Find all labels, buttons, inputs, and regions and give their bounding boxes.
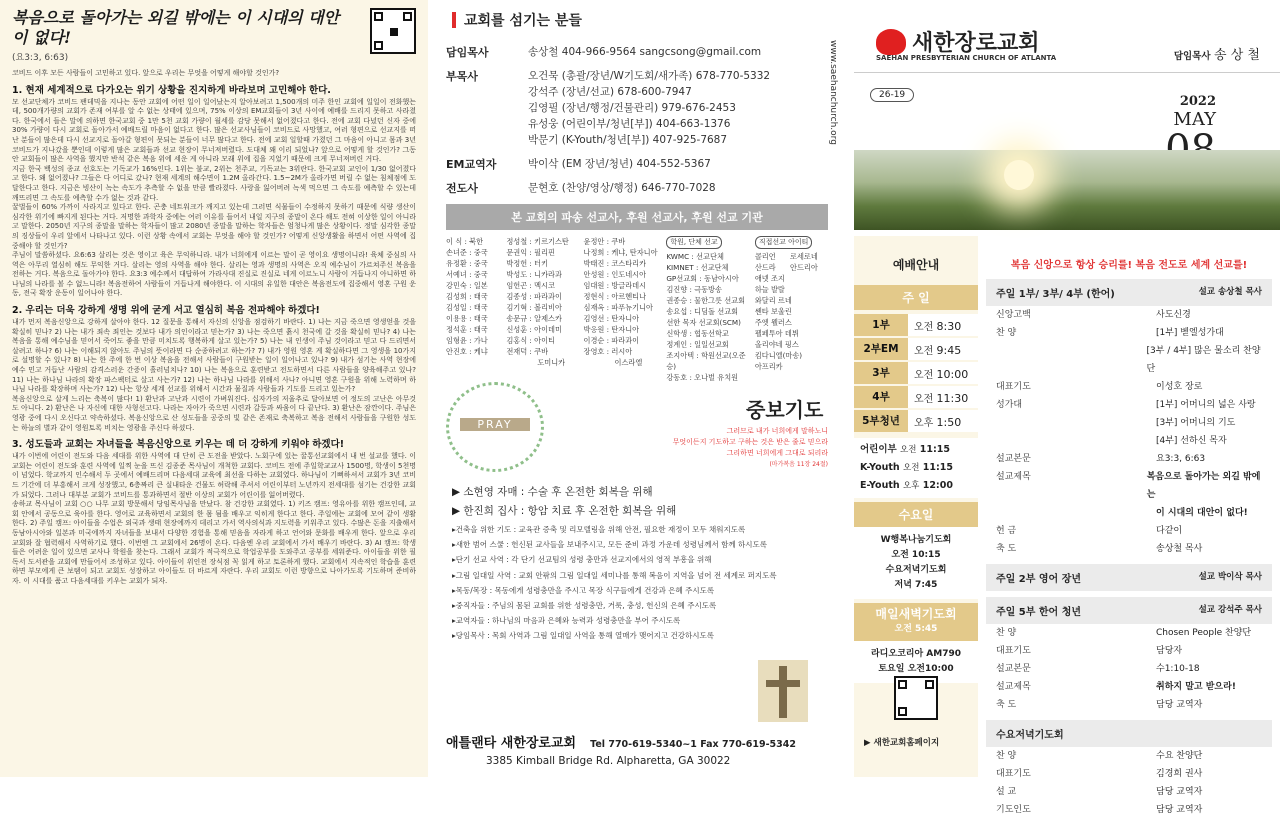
missions-col — [506, 236, 579, 376]
order-row — [986, 801, 1272, 819]
missionary-entry: 아프리카 — [754, 362, 783, 371]
youth-service-time: 11:15 — [919, 444, 951, 455]
missionary-entry: 신학생 : 협동선학교 — [666, 329, 729, 338]
footer-church: 애틀랜타 새한장로교회 — [446, 736, 577, 751]
order-label: 성가대 — [996, 400, 1023, 410]
missionary-entry: 정계인 : 일일선교회 — [666, 340, 729, 349]
order-value: 이 시대의 대안이 없다! — [1156, 508, 1248, 518]
order-label: 대표기도 — [996, 646, 1031, 656]
pastor-line: 담임목사 송 상 철 — [1173, 48, 1260, 63]
youth-service-row — [854, 459, 978, 477]
issue-badge: 26-19 — [870, 88, 914, 102]
missionary-entry: 송문규 : 알제스카 — [506, 314, 562, 323]
staff-name: 김영필 (장년/행정/건물관리) 979-676-2453 — [528, 102, 736, 114]
sermon-heading-1: 1. 현재 세계적으로 다가오는 위기 상황을 진지하게 바라보며 고민해야 한다. — [12, 84, 331, 96]
service-name: 4부 — [854, 386, 908, 408]
service-ampm: 오전 — [914, 345, 934, 357]
sermon-paragraph: 지금 한국 백성의 종교 선호도는 기독교가 16%인다. 1위는 불교, 2위는 천주교, 기독교는 3위란다. 한국교회 교인이 1/30 없어졌다고 한다. 왜 없어졌나? 그들은 다 어디로 갔나? 현재 세계의 해수면이 1.2M 올라간다. 1.5~2M가 올라가면 버릴 수 없는 침체점에 도달한다고 한다. 지금은 빙산이 녹는 속도가 추측할 수 없을 만큼 빨라졌다. 사랑을 잃어버려 녹색 먹으면 그 속도를 예측할 수 있는데 깨뜨리면 그 속도를 예측할 수가 없는 것과 같다. — [12, 164, 416, 202]
pray-label: PRAY — [460, 418, 530, 431]
order-value: 사도신경 — [1156, 310, 1191, 320]
wednesday-services: W행복나눔기도회 오전 10:15 수요저녁기도회 저녁 7:45 — [854, 527, 978, 599]
missionary-entry: 권종승 : 물한그릇 선교회 — [666, 296, 746, 305]
missionary-entry: 하늘 발랄 — [754, 285, 785, 294]
missionary-entry: 유정환 : 중국 — [446, 259, 488, 268]
order-row — [986, 540, 1272, 558]
missionary-entry: 정성철 : 키르기스탄 — [506, 237, 569, 246]
heart-logo-icon — [876, 29, 906, 55]
prayer-request: ▶ 소현영 자매 : 수술 후 온전한 회복을 위해 — [452, 486, 653, 498]
missionary-entry: 정현식 : 아르헨티나 — [583, 292, 647, 301]
prayer-bullets — [446, 522, 828, 644]
staff-names — [528, 68, 770, 148]
staff-name: 송상철 404-966-9564 sangcsong@gmail.com — [528, 46, 762, 58]
order-label: 찬 양 — [996, 328, 1017, 338]
footer — [446, 732, 830, 767]
sermon-title: 복음으로 돌아가는 외길 밖에는 이 시대의 대안이 없다! — [12, 8, 340, 47]
service-clock: 8:30 — [936, 319, 962, 333]
missionary-entry: 이용용 : 태국 — [446, 314, 488, 323]
missionary-entry: 문권익 : 필리핀 — [506, 248, 555, 257]
service-name: 5부청년 — [854, 410, 908, 432]
prayer-request: ▶ 한진희 집사 : 항암 치료 후 온전한 회복을 위해 — [452, 505, 677, 517]
sermon-paragraph: 내가 이번에 어린이 전도와 다음 세대를 위한 사역에 대 단히 큰 도전을 받았다. 노회구에 있는 꿀통선교회에서 내 번 설교를 했다. 이 교회는 어린이 전도와 훈련 사역에 일찍 눈을 뜨신 김종준 목사님이 개척한 교회다. 코비드 전에 주일학교교사 1500명, 학생이 5천명이 넘었다. 학교까지 인수해서 두 곳에서 예배드리며 다음세대 교육에 최선을 다하는 교회였다. 하나님이 기뻐하셔서 교회가 3년 코비드 기간에 더 부흥해서 크게 성장했고, 6층짜리 큰 실내타운 건물도 허락해 주셔서 어린이부터 노년까지 전세대를 섬기는 건강한 교회가 되었다. 그러나 대부분 교회가 코비드를 통과하면서 절반 이상의 교회가 어린이를 잃어버렸다. — [12, 452, 416, 499]
missionary-entry: 장영호 : 러시아 — [583, 347, 633, 356]
missionary-entry: 올리야네 핑스 — [754, 340, 799, 349]
worship-title: 예배안내 — [892, 258, 940, 272]
missionary-entry: 킴다니엘(마송) — [754, 351, 803, 360]
order-label: 신앙고백 — [996, 310, 1031, 320]
order-row — [986, 642, 1272, 660]
missionary-entry: 전재덕 : 쿠바 — [506, 347, 549, 356]
order-label: 축 도 — [996, 700, 1017, 710]
prayer-item: ▸중직자들 : 주님의 몸된 교회를 위한 성령충만, 거룩, 충성, 헌신의 은혜 주시도록 — [452, 601, 717, 611]
church-motto: 복음 신앙으로 항상 승리를! 복음 전도로 세계 선교를! — [1010, 260, 1248, 271]
sermon-heading-3: 3. 성도들과 교회는 자녀들을 복음신앙으로 키우는 데 더 강하게 키워야 하겠다! — [12, 439, 345, 451]
staff-row — [446, 156, 828, 172]
missions-col — [446, 236, 502, 376]
youth-service-name: 어린이부 — [860, 444, 897, 455]
missionary-entry: 김영선 : 탄자니아 — [583, 314, 640, 323]
missionary-entry: 김종성 : 파라과이 — [506, 292, 562, 301]
staff-row — [446, 44, 828, 60]
prayer-item: ▸건축을 위한 기도 : 교육관 증축 및 리모델링을 위해 안전, 필요한 재정이 모두 채워지도록 — [452, 525, 746, 534]
service-row — [854, 386, 978, 410]
service-clock: 1:50 — [936, 415, 962, 429]
order-header — [986, 279, 1272, 306]
youth-services — [854, 438, 978, 498]
order-value: 김경희 권사 — [1156, 769, 1203, 779]
missionary-entry: 박성도 : 니카라과 — [506, 270, 562, 279]
order-label: 설교본문 — [996, 664, 1031, 674]
youth-service-ampm: 오전 — [900, 445, 917, 455]
worship-schedule — [854, 236, 978, 777]
order-value: 수1:10-18 — [1156, 664, 1200, 674]
service-clock: 10:00 — [936, 367, 969, 381]
order-value: [4부] 선하신 목자 — [1156, 436, 1227, 446]
order-title: 주일 5부 한어 청년 — [996, 607, 1082, 618]
order-row — [986, 747, 1272, 765]
prayer-item: ▸단기 선교 사역 : 각 단기 선교팀의 성령 충만과 선교지에서의 영적 부흥을 위해 — [452, 555, 712, 565]
service-time — [908, 366, 968, 381]
order-value: 이성호 장로 — [1156, 382, 1203, 392]
church-logo: 새한장로교회 — [876, 26, 1040, 57]
missionary-entry: 선한 목자 선교회(SCM) — [666, 318, 741, 327]
order-row — [986, 468, 1272, 504]
service-time — [908, 318, 961, 333]
missions-col-head: 학원, 단체 선교 — [666, 236, 721, 249]
staff-row — [446, 68, 828, 148]
order-value: [1부] 어머니의 넓은 사랑 — [1156, 400, 1256, 410]
service-row — [854, 410, 978, 434]
staff-names — [528, 44, 761, 60]
missions-banner: 본 교회의 파송 선교사, 후원 선교사, 후원 선교 기관 — [446, 204, 828, 230]
missionary-entry: 김기혁 : 볼리비아 — [506, 303, 562, 312]
order-label: 대표기도 — [996, 769, 1031, 779]
sermon-paragraph: 송하교 목사님이 교회 ○○ 나무 교회 방문해서 당임목사님을 만났다. 참 건강한 교회였다. 1) 키즈 캠프: 영유아를 위한 캠프인데, 교회 안에서 공동으로 육아를 한다. 영어로 교육하면서 교회의 한 몸 됨을 배우고 익히게 한다고 한다. 주일에는 교회에 모여 같이 생활한다. 2) 주일 캠프: 아이들을 수업은 외국과 생태 현장에까지 데리고 가서 역사의식과 지도력을 키워주고 있다. 수많은 돈을 지출해서 동남아시아와 일본과 미국에까지 자녀들을 보내서 다양한 경험을 통해 믿음을 자라게 하고 언어와 문화를 배우게 한다. 앞으로 우리 교회와 잘 협력해서 사역하기로 했다. 이번엔 그 교회에서 26명이 온다. 다음엔 우리 교회에서 가서 배우기 바란다. 3) AI 캠프: 학생들은 어려운 일이 있으면 교사나 학원을 찾는다. 그래서 교회가 적극적으로 학업공부를 도와주고 공부를 세워준다. 아이들을 위한 필독서 도서관을 교회에 만들어서 조성하고 있다. 아이들이 위인전 장식점 꼭 읽게 하고 토론하게 했다. 교회에서 지속적인 학습을 훈련하면 부모에게 큰 보탬이 되고 교회도 성장하고 아이들도 더 바르게 자란다. 우리 교회도 이런 방향으로 나아가도록 기도하며 준비하자. 이 시대를 품고 다음세대를 키우는 교회가 되자. — [12, 500, 416, 585]
service-clock: 9:45 — [936, 343, 962, 357]
missionary-entry: 김성희 : 태국 — [446, 292, 488, 301]
order-value: [1부] 벧엘성가대 — [1156, 328, 1224, 338]
service-time — [908, 342, 961, 357]
youth-service-ampm: 오전 — [903, 463, 920, 473]
missionary-entry: 임형윤 : 가나 — [446, 336, 488, 345]
missionary-entry: 펠페투아 데뷔 — [754, 329, 799, 338]
order-header — [986, 564, 1272, 591]
order-label: 대표기도 — [996, 382, 1031, 392]
service-ampm: 오전 — [914, 321, 934, 333]
order-row — [986, 696, 1272, 714]
youth-service-row — [854, 477, 978, 495]
order-value: 담당 교역자 — [1156, 805, 1203, 815]
order-preacher: 설교 박이삭 목사 — [1198, 572, 1262, 582]
radio-info: 라디오코리아 AM790 토요일 오전10:00 — [854, 641, 978, 683]
missionary-entry: 서예녀 : 중국 — [446, 270, 488, 279]
missionary-entry: KIMNET : 선교단체 — [666, 263, 729, 272]
order-value: 다같이 — [1156, 526, 1183, 536]
order-row — [986, 783, 1272, 801]
sermon-paragraph: 꿀벌들이 60% 가까이 사라지고 있다고 한다. 곤충 네트워크가 깨지고 있는데 그러면 식물들이 수정하지 못하기 때문에 식량 생산이 심각한 위기에 빠지게 된다는 거다. 저명한 과학자 중에는 여러 이유를 들어서 내일 지구의 종말이 온다 해도 전혀 이상한 일이 아니라고 말한다. 2050년 지구의 종말을 말하는 학자들이 많고 2080년 종말을 말하는 학자들은 엄청나게 많은 상황이다. 정말 심각한 종말의 징상들이 우리 앞에서 나타나고 있다. 이런 상황 속에서 교회는 무엇을 해야 할 것인가? 어떻게 신앙생활을 하면서 어떤 사역에 집중해야 할 것인가? — [12, 203, 416, 250]
order-title: 주일 1부/ 3부/ 4부 (한어) — [996, 289, 1115, 300]
service-name: 3부 — [854, 362, 908, 384]
order-row — [986, 396, 1272, 414]
prayer-item: ▸교역자들 : 하나님의 마음과 은혜와 능력과 성령충만을 부어 주시도록 — [452, 616, 681, 626]
order-value: 수요 찬양단 — [1156, 751, 1203, 761]
order-row — [986, 522, 1272, 540]
service-row — [854, 338, 978, 362]
missionary-entry: 애넷 조지 — [754, 274, 785, 283]
homepage-link[interactable]: ▶ 새한교회홈페이지 — [864, 738, 940, 748]
sermon-panel — [0, 0, 428, 777]
footer-address: 3385 Kimball Bridge Rd. Alpharetta, GA 30022 — [486, 755, 731, 767]
missionary-entry: 콜리언 로세로네 — [754, 252, 818, 261]
missionary-entry: 이 식 : 북한 — [446, 237, 484, 246]
order-value: [3부] 어머니의 기도 — [1156, 418, 1236, 428]
youth-service-time: 11:15 — [922, 462, 953, 473]
staff-name: 강석주 (장년/선교) 678-600-7947 — [528, 86, 692, 98]
youth-service-name: K-Youth — [860, 462, 900, 473]
date-block: 2022 MAY — [1173, 94, 1216, 130]
order-header — [986, 597, 1272, 624]
youth-service-time: 12:00 — [922, 480, 953, 491]
staff-role: 전도사 — [446, 182, 478, 195]
red-bar-icon — [452, 12, 456, 28]
missionary-entry: 도미니카 — [506, 358, 566, 367]
service-clock: 11:30 — [936, 391, 969, 405]
sermon-heading-2: 2. 우리는 더욱 강하게 생명 위에 굳게 서고 열심히 복음 전파해야 하겠다! — [12, 305, 320, 317]
order-label: 찬 양 — [996, 628, 1017, 638]
missionary-entry: 와달리 르네 — [754, 296, 792, 305]
order-header — [986, 720, 1272, 747]
service-row — [854, 362, 978, 386]
missions-col — [666, 236, 750, 382]
prayer-header — [446, 382, 828, 480]
prayer-item: ▸새한 범어 스쿨 : 헌신된 교사들을 보내주시고, 모든 준비 과정 가운데 성령님께서 함께 하시도록 — [452, 540, 767, 550]
order-label: 설교제목 — [996, 682, 1031, 692]
cross-icon — [758, 660, 808, 722]
staff-name: 유성웅 (어린이부/청년[부]) 404-663-1376 — [528, 118, 731, 130]
youth-service-row — [854, 441, 978, 459]
order-title: 수요저녁기도회 — [996, 730, 1064, 741]
missionary-entry: 신성훈 : 아이데미 — [506, 325, 562, 334]
staff-list — [446, 44, 828, 196]
missionary-entry: 강민숙 : 일본 — [446, 281, 488, 290]
order-value: 취하지 말고 받으라! — [1156, 682, 1236, 692]
sunday-head: 주 일 — [854, 285, 978, 310]
staff-name: 오건묵 (총괄/장년/W기도회/새가족) 678-770-5332 — [528, 70, 771, 82]
cover-panel — [846, 0, 1280, 815]
missionary-entry: 임대원 : 방글라데시 — [583, 281, 647, 290]
order-value: 요3:3, 6:63 — [1156, 454, 1206, 464]
qr-code-icon — [370, 8, 416, 54]
order-row — [986, 504, 1272, 522]
order-row — [986, 660, 1272, 678]
footer-phone: Tel 770-619-5340~1 Fax 770-619-5342 — [590, 739, 796, 750]
order-label: 헌 금 — [996, 526, 1017, 536]
order-row — [986, 624, 1272, 642]
missionary-entry: 김진향 : 극동방송 — [666, 285, 722, 294]
order-value: 담당자 — [1156, 646, 1183, 656]
order-label: 기도인도 — [996, 805, 1031, 815]
service-row — [854, 314, 978, 338]
order-of-worship — [986, 256, 1272, 819]
order-label: 설교본문 — [996, 454, 1031, 464]
missionary-entry: 쎈타 보울린 — [754, 307, 792, 316]
service-ampm: 오전 — [914, 369, 934, 381]
website-vertical: www.saehanchurch.org — [828, 40, 838, 145]
order-row — [986, 306, 1272, 324]
sermon-paragraph: 내가 먼저 복음신앙으로 강하게 살아야 한다. 12 질문을 통해서 자신의 신앙을 점검하기 바란다. 1) 나는 지금 죽으면 영생얻을 것을 확실히 믿나? 2) 나는 내가 죄속 죄인는 것보다 내가 의인이라고 믿는가? 3) 나는 죽으면 흙시 천국에 갈 것을 확실히 믿나? 4) 나는 복음을 통해 예수님을 믿어서 죽어도 좋을 만큼 미치도록 행복하게 살고 있는가? 5) 나는 내 인생이 주님 것이라고 믿고 다 드리면서 살려고 하나? 6) 나는 이해되지 않아도 주님의 뜻이라면 다 순종하려고 하는가? 7) 내가 영원 영혼 게 확실하다면 그 영생을 10가지로 설명할 수 있나? 8) 나는 한 주에 한 번 이상 복음을 전해서 사람들이 구원받는 일이 일어나고 있나? 9) 내가 섬기는 사역 현장에 예수 민고 거듭난 사람의 감격스러운 간증이 흘러넘치나? 10) 나는 복음으로 훈련받고 전도하면서 다른 사람들을 양육해주고 있나? 11) 나는 하나님 나라의 확장 파스팩터로 살고 사는가? 12) 나는 하나님 나라를 위해서 사나? 아니면 영혼 구원을 위해 노력하며 하나님 나라를 확장하며 사는가? 12) 나는 항상 세계 선교를 위해서 시간과 물질과 사람들과 기도를 드리고 있는가? — [12, 318, 416, 394]
order-value: 송상철 목사 — [1156, 544, 1203, 554]
sermon-paragraph: 복음신앙으로 살게 느리는 축복이 많다! 1) 환난과 고난과 시련이 가벼워진다. 십자가의 저울추로 달아보면 어 정도의 고난은 아무것도 아니다. 2) 환난은 나 자신에 대한 사형선고다. 나라는 자아가 죽으면 시련과 갈등과 싸움이 다 끝난다. 3) 환난은 잠깐이다. 주님은 영광 중에 다시 오신다고 약속하셨다. 복음신앙으로 산 성도들을 공중의 빛 같은 존재로 축복하고 복음 전해서 사람들을 구원한 성도는 하늘의 별과 같이 영원토록 비치는 영광을 주신다 하셨다. — [12, 394, 416, 432]
staff-name: 박문기 (K-Youth/청년[부]) 407-925-7687 — [528, 134, 728, 146]
missionary-entry: 조지아텍 : 학원선교(오준승) — [666, 351, 746, 371]
missionary-entry: 이경순 : 파라과이 — [583, 336, 640, 345]
staff-role: 부목사 — [446, 70, 478, 83]
order-value: 담당 교역자 — [1156, 700, 1203, 710]
sunday-services — [854, 314, 978, 434]
missionary-entry: 주엣 웰러스 — [754, 318, 792, 327]
order-row — [986, 450, 1272, 468]
order-label: 설교제목 — [996, 472, 1031, 482]
staff-names — [528, 156, 711, 172]
sermon-intro: 코비드 이후 모든 사람들이 고민하고 있다. 앞으로 우리는 무엇을 어떻게 해야할 것인가? — [12, 69, 280, 77]
service-name: 1부 — [854, 314, 908, 336]
order-label — [996, 432, 1156, 450]
order-value: 담당 교역자 — [1156, 787, 1203, 797]
order-preacher: 설교 송상철 목사 — [1198, 287, 1262, 297]
missionary-entry: GP선교회 : 동남아시아 — [666, 274, 739, 283]
staff-role: 담임목사 — [446, 46, 489, 59]
order-row — [986, 432, 1272, 450]
order-label — [996, 342, 1147, 378]
service-ampm: 오전 — [914, 393, 934, 405]
order-label: 축 도 — [996, 544, 1017, 554]
service-name: 2부EM — [854, 338, 908, 360]
staff-name: 박이삭 (EM 장년/청년) 404-552-5367 — [528, 158, 711, 170]
missionary-entry: 김성일 : 태국 — [446, 303, 488, 312]
sermon-paragraph: 모 선교단체가 코비드 팬데믹을 지나는 동안 교회에 어떤 일이 일어났는지 알아보려고 1,500개의 미주 한인 교회에 일일이 전화했는데, 500개가량의 교회가 존재 여부를 알 수 없는 상태에 있으며, 75% 이상의 EM교회들이 3년 사이에 예배를 드리지 못하고 사라졌다. 한국에서 들은 말에 의하면 한국교회 중 1만 5천 교회 가량이 월세를 감당 못해서 없어졌다고 한다. 전에 교회 다녔던 신자 중에 30% 가량이 다시 교회로 돌아가서 예배드릴 마음이 없다고 한다. 많은 선교사님들이 코비드로 사망했고, 여러 형편으로 선교지를 떠난 분들이 많은데 다시 선교지로 돌아갈 형편이 못되는 분들이 너무 많다고 한다. 전에 교회 일할때 가졌던 그 마음이 아니고 몸과 3년 코비드가 지나갔을 뿐인데 이렇게 많은 교회들과 선교 현장이 무너져버렸다. 도대체 왜 이리 되었나? 앞으로 어떻게 할 것인가? 그동안 교회들이 많은 사역을 했지만 반석 같은 복음 위에 세운 게 아니라 모래 위에 집을 지었기 때문에 크게 무너져버린 거다. — [12, 97, 416, 164]
order-label — [996, 504, 1156, 522]
order-row — [986, 378, 1272, 396]
service-time — [908, 390, 968, 405]
order-row — [986, 678, 1272, 696]
prayer-title: 중보기도 — [746, 398, 824, 422]
order-value: [3부 / 4부] 많은 물소리 찬양단 — [1146, 346, 1261, 374]
missionary-entry: 나정희 : 케냐, 탄자니아 — [583, 248, 658, 257]
wednesday-head: 수요일 — [854, 502, 978, 527]
staff-row — [446, 180, 828, 196]
missionary-entry: 박응원 : 탄자니아 — [583, 325, 640, 334]
order-row — [986, 414, 1272, 432]
youth-service-name: E-Youth — [860, 480, 900, 491]
missionary-entry: 김홍식 : 아이티 — [506, 336, 555, 345]
homepage-qr-icon[interactable] — [894, 676, 938, 720]
missionary-entry: 안성원 : 인도네시아 — [583, 270, 647, 279]
missions-col — [584, 236, 663, 376]
dawn-head: 매일새벽기도회 오전 5:45 — [854, 603, 978, 641]
youth-service-ampm: 오후 — [902, 481, 920, 491]
staff-role: EM교역자 — [446, 158, 497, 171]
missionary-entry: 심재옥 : 파푸뉴기니아 — [583, 303, 653, 312]
order-value: 복음으로 돌아가는 외길 밖에는 — [1146, 472, 1261, 500]
prayer-verse: 그러므로 내가 너희에게 말하노니 무엇이든지 기도하고 구하는 것은 받은 줄로 믿으라 그리하면 너희에게 그대로 되리라 (마가복음 11장 24절) — [672, 427, 828, 468]
order-row — [986, 765, 1272, 783]
staff-name: 문현호 (찬양/영상/행정) 646-770-7028 — [528, 182, 716, 194]
staff-names — [528, 180, 716, 196]
prayer-item: ▸목동/목장 : 목동에게 성령충만을 주시고 목장 식구들에게 건강과 은혜 주시도록 — [452, 585, 715, 595]
missionary-entry: 박정헌 : 터키 — [506, 259, 549, 268]
order-title: 주일 2부 영어 장년 — [996, 574, 1082, 585]
order-value: Chosen People 찬양단 — [1156, 628, 1252, 638]
sermon-reference: (요3:3, 6:63) — [12, 53, 69, 63]
missionary-entry: 임헌곤 : 멕시코 — [506, 281, 555, 290]
order-label: 찬 양 — [996, 751, 1017, 761]
missionary-entry: KWMC : 선교단체 — [666, 252, 724, 261]
landscape-image — [854, 150, 1280, 230]
info-panel — [428, 0, 846, 777]
missionary-entry: 이스라엘 — [583, 358, 643, 367]
missions-col-head: 직접선교 아이티 — [755, 236, 813, 249]
sermon-paragraph: 주님이 말씀하셨다. 요6:63 살리는 것은 영이고 육은 무익하니라. 내가 너희에게 이르는 말이 곧 영이요 생명이니라! 육체 중심의 사역은 아무리 열심히 해도 무익한 거다. 살리는 영의 사역을 해야 한다. 살리는 영과 생명의 사역은 오직 예수님이 가르쳐주신 복음을 전하는 거다. 복음으로 돌아가야 한다. 요3:3 예수께서 대답하여 가라사대 진실로 진실로 네게 이르노니 사람이 거듭나지 아니하면 하나님의 나라를 볼 수 없느니라! 복음전하여 사람들이 거듭나게 해야한다. 이 시대의 유일한 대안은 복음전도에 집중해서 영혼 구원 운동, 전국 확장 운동이 일어나야 한다. — [12, 251, 416, 298]
service-ampm: 오후 — [914, 417, 934, 429]
missionary-entry: 산드라 안드리아 — [754, 263, 818, 272]
missionary-entry: 송요섭 : 디딤돌 선교회 — [666, 307, 739, 316]
order-preacher: 설교 강석주 목사 — [1198, 605, 1262, 615]
staff-section-title: 교회를 섬기는 분들 — [452, 10, 828, 30]
order-row — [986, 342, 1272, 378]
missionary-entry: 윤정안 : 쿠바 — [583, 237, 626, 246]
prayer-item: ▸당임목사 : 목회 사역과 그림 일대일 사역을 통해 열매가 맺어지고 건강하시도록 — [452, 631, 714, 641]
missionary-entry: 손녀준 : 중국 — [446, 248, 488, 257]
missions-table — [446, 236, 828, 382]
missionary-entry: 강동호 : 오나벌 유치원 — [666, 373, 739, 382]
church-english: SAEHAN PRESBYTERIAN CHURCH OF ATLANTA — [876, 54, 1057, 62]
order-label — [996, 414, 1156, 432]
missions-col — [755, 236, 828, 376]
missionary-entry: 정석훈 : 태국 — [446, 325, 488, 334]
order-row — [986, 324, 1272, 342]
missionary-entry: 안진호 : 케냐 — [446, 347, 488, 356]
prayer-item: ▸그림 일대일 사역 : 교회 안팎의 그림 일대일 세미나를 통해 복음이 지역을 넘어 전 세계로 퍼지도록 — [452, 570, 777, 580]
service-time — [908, 414, 961, 429]
missionary-entry: 박태진 : 코스타리카 — [583, 259, 647, 268]
order-label: 설 교 — [996, 787, 1017, 797]
